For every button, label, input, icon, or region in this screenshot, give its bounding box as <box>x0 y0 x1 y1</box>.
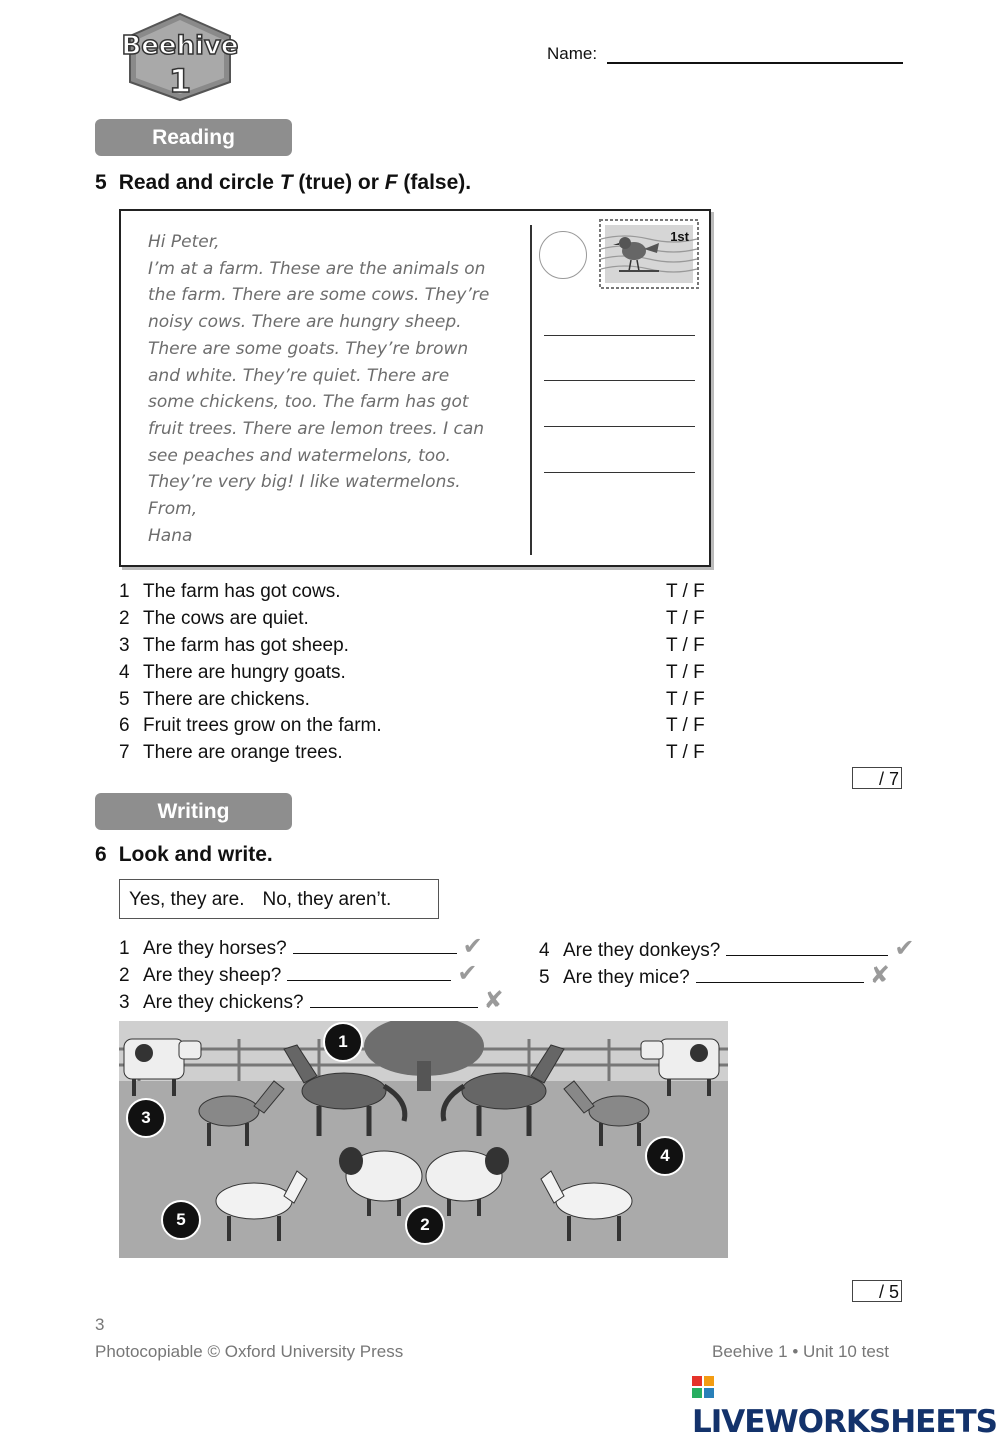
question-number: 3 <box>119 635 130 656</box>
answer-blank[interactable] <box>726 935 888 956</box>
postcard-line: They’re very big! I like watermelons. <box>148 472 461 493</box>
postcard-line: I’m at a farm. These are the animals on <box>148 258 486 279</box>
task-t: T <box>279 171 293 194</box>
postcard-line: fruit trees. There are lemon trees. I can <box>148 418 485 439</box>
tf-question <box>119 740 719 766</box>
liveworksheets-watermark <box>692 1374 997 1440</box>
task-number: 6 <box>95 843 107 866</box>
postcard-divider <box>530 225 532 555</box>
answer-option: Yes, they are. <box>129 889 245 910</box>
tick-icon: ✔ <box>894 934 915 962</box>
farm-picture <box>119 1021 728 1258</box>
tick-icon: ✔ <box>462 932 483 960</box>
question-number: 5 <box>539 967 550 988</box>
answer-blank[interactable] <box>310 987 478 1008</box>
answer-options-box <box>119 879 439 919</box>
picture-label: 4 <box>645 1136 685 1176</box>
address-line <box>544 472 695 473</box>
question-number: 7 <box>119 742 130 763</box>
tf-options[interactable]: T / F <box>666 715 705 736</box>
picture-label: 5 <box>161 1200 201 1240</box>
question-text: There are hungry goats. <box>143 662 346 683</box>
address-line <box>544 380 695 381</box>
tf-question <box>119 606 719 632</box>
question-number: 2 <box>119 608 130 629</box>
question-number: 3 <box>119 992 130 1013</box>
postcard-line: From, <box>148 499 198 520</box>
tf-options[interactable]: T / F <box>666 635 705 656</box>
writing-score-box: / 5 <box>852 1280 902 1302</box>
stamp-label: 1st <box>670 229 689 244</box>
address-line <box>544 335 695 336</box>
answer-option: No, they aren’t. <box>262 889 392 910</box>
question-text: There are chickens. <box>143 689 310 710</box>
address-line <box>544 426 695 427</box>
liveworksheets-icon <box>692 1374 716 1404</box>
postcard-text <box>148 229 518 549</box>
answer-blank[interactable] <box>293 933 457 954</box>
task-f: F <box>384 171 398 194</box>
logo-brand: Beehive <box>121 31 239 61</box>
picture-label: 1 <box>323 1022 363 1062</box>
writing-question <box>119 933 483 959</box>
stamp <box>599 219 699 289</box>
tf-question <box>119 660 719 686</box>
copyright-text: Photocopiable © Oxford University Press <box>95 1342 404 1361</box>
question-text: Are they sheep? <box>143 965 282 986</box>
question-text: Are they horses? <box>143 938 287 959</box>
tf-options[interactable]: T / F <box>666 581 705 602</box>
writing-question <box>119 960 477 986</box>
beehive-logo <box>112 12 248 102</box>
postcard-line: Hana <box>148 525 193 546</box>
name-label: Name: <box>547 44 598 63</box>
question-text: Are they donkeys? <box>563 940 721 961</box>
picture-label: 3 <box>126 1098 166 1138</box>
liveworksheets-text: LIVEWORKSHEETS <box>692 1404 997 1440</box>
tf-options[interactable]: T / F <box>666 689 705 710</box>
question-number: 1 <box>119 938 130 959</box>
writing-question <box>539 962 890 988</box>
writing-task-title <box>95 843 273 867</box>
postmark-circle <box>539 231 587 279</box>
postcard-line: some chickens, too. The farm has got <box>148 392 469 413</box>
tf-question <box>119 633 719 659</box>
writing-question <box>539 935 914 961</box>
tick-icon: ✔ <box>457 959 478 987</box>
question-text: The farm has got sheep. <box>143 635 349 656</box>
cross-icon: ✘ <box>483 986 504 1014</box>
question-text: Are they chickens? <box>143 992 304 1013</box>
tf-options[interactable]: T / F <box>666 742 705 763</box>
postcard-line: There are some goats. They’re brown <box>148 338 469 359</box>
reading-score-box: / 7 <box>852 767 902 789</box>
question-number: 4 <box>119 662 130 683</box>
reading-header: Reading <box>95 119 292 156</box>
writing-question <box>119 987 504 1013</box>
question-text: The cows are quiet. <box>143 608 309 629</box>
picture-label: 2 <box>405 1205 445 1245</box>
question-text: Are they mice? <box>563 967 690 988</box>
question-number: 5 <box>119 689 130 710</box>
task-text: (false). <box>397 171 472 194</box>
answer-blank[interactable] <box>696 962 864 983</box>
page-number: 3 <box>95 1315 105 1334</box>
postcard-line: noisy cows. There are hungry sheep. <box>148 312 462 333</box>
question-number: 2 <box>119 965 130 986</box>
logo-level: 1 <box>168 62 192 100</box>
cross-icon: ✘ <box>869 961 890 989</box>
unit-text: Beehive 1 • Unit 10 test <box>712 1342 889 1361</box>
writing-header: Writing <box>95 793 292 830</box>
question-text: Fruit trees grow on the farm. <box>143 715 382 736</box>
task-number: 5 <box>95 171 107 194</box>
postcard-line: the farm. There are some cows. They’re <box>148 285 490 306</box>
task-text: (true) or <box>292 171 385 194</box>
tf-options[interactable]: T / F <box>666 608 705 629</box>
question-text: There are orange trees. <box>143 742 343 763</box>
question-text: The farm has got cows. <box>143 581 341 602</box>
answer-blank[interactable] <box>287 960 451 981</box>
postcard-line: Hi Peter, <box>148 232 220 252</box>
question-number: 1 <box>119 581 130 602</box>
name-input-line[interactable] <box>607 62 903 64</box>
tf-question <box>119 579 719 605</box>
question-number: 6 <box>119 715 130 736</box>
tf-options[interactable]: T / F <box>666 662 705 683</box>
tf-question <box>119 687 719 713</box>
tf-question <box>119 713 719 739</box>
task-text: Read and circle <box>118 171 280 194</box>
postcard <box>119 209 711 567</box>
reading-task-title <box>95 171 471 195</box>
postcard-line: see peaches and watermelons, too. <box>148 445 451 466</box>
task-text: Look and write. <box>118 843 273 866</box>
postcard-line: and white. They’re quiet. There are <box>148 365 450 386</box>
question-number: 4 <box>539 940 550 961</box>
